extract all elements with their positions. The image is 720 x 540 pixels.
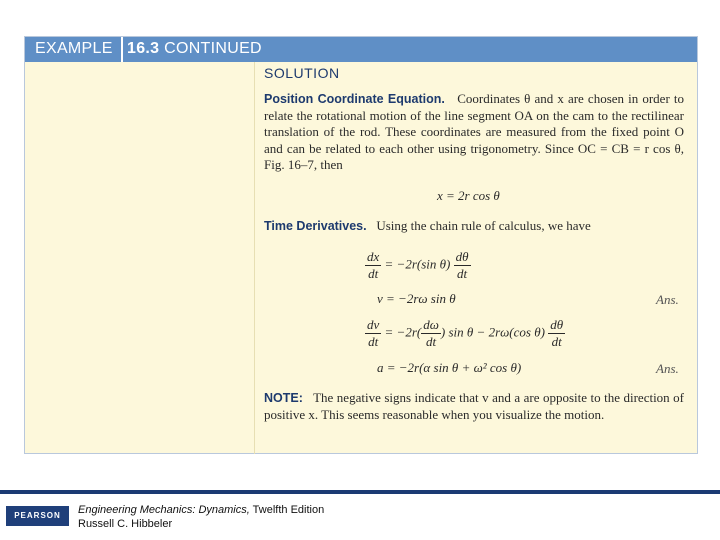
answer-label-a: Ans. <box>656 361 679 376</box>
fraction-numerator: dθ <box>455 249 469 264</box>
fraction-numerator: dv <box>367 317 380 332</box>
equation-part: = −2r( <box>384 324 422 340</box>
position-heading: Position Coordinate Equation. <box>264 92 445 106</box>
answer-label-v: Ans. <box>656 292 679 307</box>
fraction-dtheta-dt <box>548 317 565 350</box>
equation-a: a = −2r(α sin θ + ω² cos θ) <box>377 360 522 375</box>
edition: Twelfth Edition <box>249 504 325 516</box>
example-panel <box>24 36 698 454</box>
fraction-denominator: dt <box>426 334 437 349</box>
equation-dx-dt <box>365 249 471 282</box>
author: Russell C. Hibbeler <box>78 518 173 530</box>
example-title <box>127 40 262 58</box>
position-paragraph <box>264 91 684 174</box>
fraction-denominator: dt <box>456 266 468 281</box>
fraction-dtheta-dt <box>454 249 471 282</box>
equation-rhs: = −2r(sin θ) <box>384 256 451 272</box>
time-text: Using the chain rule of calculus, we have <box>376 218 591 233</box>
pearson-logo: PEARSON <box>6 506 69 526</box>
fraction-dx-dt <box>365 249 381 282</box>
header-divider <box>121 37 123 62</box>
note-paragraph <box>264 390 684 423</box>
equation-part: ) sin θ − 2rω(cos θ) <box>440 324 545 340</box>
fraction-denominator: dt <box>368 334 379 349</box>
position-text: Coordinates θ and x are chosen in order to relate the rotational motion of the line segment OA on the cam to the rectilinear translation of the rod. These coordinates are measured from the fixed point O and can be related to each other using trigonometry. Since OC = CB = r cos θ, Fig. 16–7, then <box>264 91 684 172</box>
margin-stripe <box>254 62 255 454</box>
example-header <box>25 37 697 62</box>
fraction-domega-dt <box>421 317 441 350</box>
equation-dv-dt <box>365 317 565 350</box>
note-text: The negative signs indicate that v and a are opposite to the direction of positive x. This seems reasonable when you visualize the motion. <box>264 390 684 422</box>
example-number: 16.3 <box>127 40 160 57</box>
footer-rule <box>0 490 720 494</box>
fraction-denominator: dt <box>551 334 562 349</box>
book-title: Engineering Mechanics: Dynamics, <box>78 504 250 516</box>
footer-citation <box>78 503 324 531</box>
solution-title: SOLUTION <box>264 65 340 81</box>
fraction-numerator: dx <box>367 249 380 264</box>
note-heading: NOTE: <box>264 391 303 405</box>
fraction-numerator: dθ <box>550 317 564 332</box>
equation-x: x = 2r cos θ <box>437 188 500 203</box>
example-label: EXAMPLE <box>35 40 113 57</box>
equation-v: v = −2rω sin θ <box>377 291 456 306</box>
time-heading: Time Derivatives. <box>264 219 367 233</box>
fraction-dv-dt <box>365 317 381 350</box>
fraction-numerator: dω <box>423 317 439 332</box>
time-paragraph <box>264 218 684 235</box>
continued-label: CONTINUED <box>164 40 262 57</box>
fraction-denominator: dt <box>368 266 379 281</box>
